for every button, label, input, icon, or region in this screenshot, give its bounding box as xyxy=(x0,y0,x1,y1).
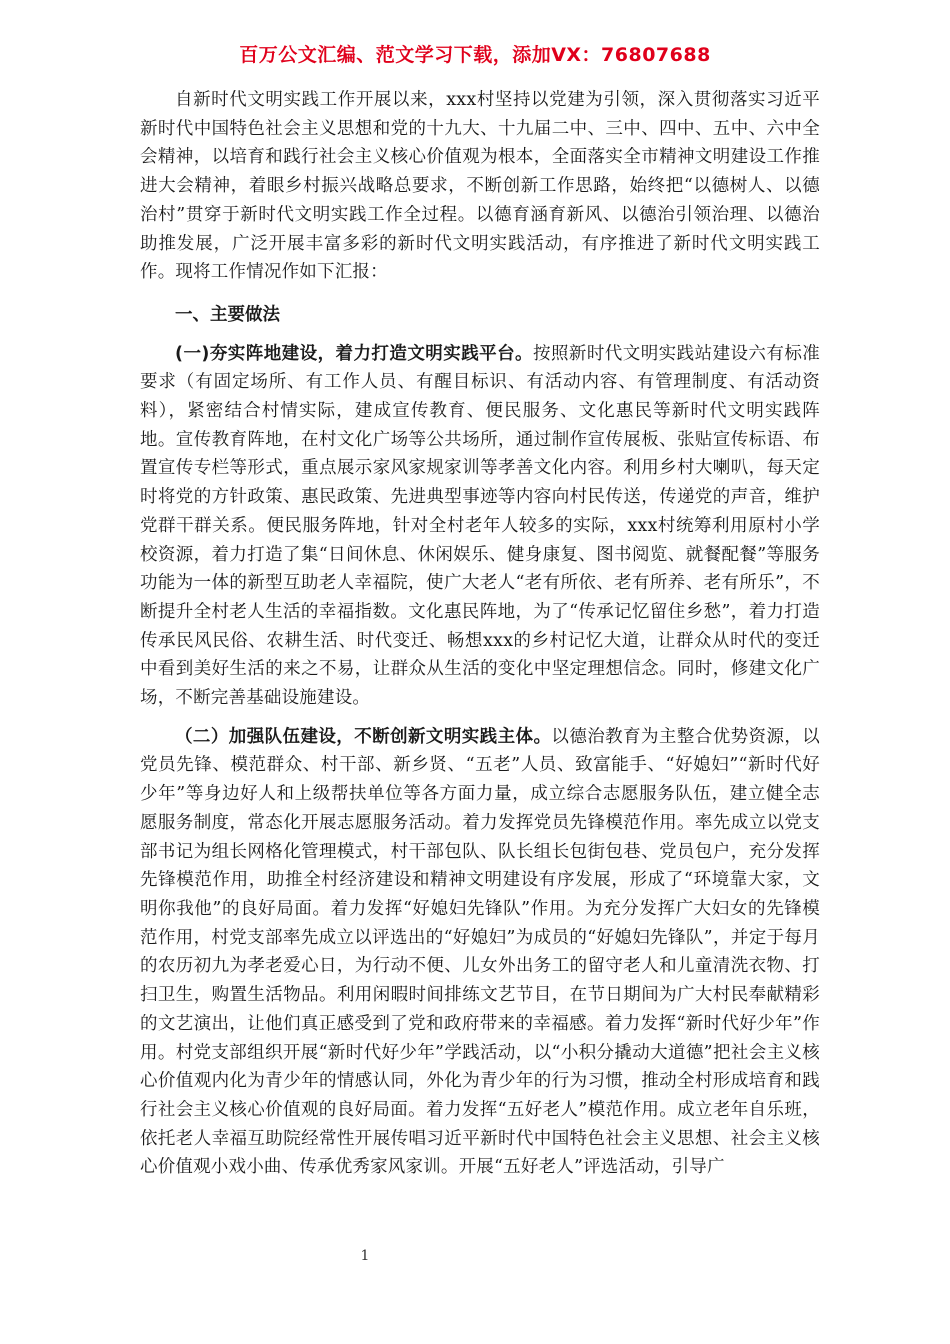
subsection-1-title: (一)夯实阵地建设，着力打造文明实践平台。 xyxy=(175,343,533,364)
section-heading-main-practices: 一、主要做法 xyxy=(175,304,280,325)
subsection-2-body: 以德治教育为主整合优势资源，以党员先锋、模范群众、村干部、新乡贤、“五老”人员、致富能手、“好媳妇”“新时代好少年”等身边好人和上级帮扶单位等各方面力量，成立综合志愿服务队伍，建立健全志愿服务制度，常态化开展志愿服务活动。着力发挥党员先锋模范作用。率先成立以党支部书记为组长网格化管理模式，村干部包队、队长组长包街包巷、党员包户，充分发挥先锋模范作用，助推全村经济建设和精神文明建设有序发展，形成了“环境靠大家，文明你我他”的良好局面。着力发挥“好媳妇先锋队”作用。为充分发挥广大妇女的先锋模范作用，村党支部率先成立以评选出的“好媳妇”为成员的“好媳妇先锋队”，并定于每月的农历初九为孝老爱心日，为行动不便、儿女外出务工的留守老人和儿童清洗衣物、打扫卫生，购置生活物品。利用闲暇时间排练文艺节目，在节日期间为广大村民奉献精彩的文艺演出，让他们真正感受到了党和政府带来的幸福感。着力发挥“新时代好少年”作用。村党支部组织开展“新时代好少年”学践活动，以“小积分撬动大道德”把社会主义核心价值观内化为青少年的情感认同，外化为青少年的行为习惯，推动全村形成培育和践行社会主义核心价值观的良好局面。着力发挥“五好老人”模范作用。成立老年自乐班，依托老人幸福互助院经常性开展传唱习近平新时代中国特色社会主义思想、社会主义核心价值观小戏小曲、传承优秀家风家训。开展“五好老人”评选活动，引导广 xyxy=(140,726,821,1178)
watermark-banner: 百万公文汇编、范文学习下载，添加VX：76807688 xyxy=(239,44,711,66)
subsection-2-paragraph xyxy=(140,723,820,1182)
subsection-1-paragraph xyxy=(140,340,820,713)
subsection-1-body: 按照新时代文明实践站建设六有标准要求（有固定场所、有工作人员、有醒目标识、有活动内容、有管理制度、有活动资料），紧密结合村情实际，建成宣传教育、便民服务、文化惠民等新时代文明实践阵地。宣传教育阵地，在村文化广场等公共场所，通过制作宣传展板、张贴宣传标语、布置宣传专栏等形式，重点展示家风家规家训等孝善文化内容。利用乡村大喇叭，每天定时将党的方针政策、惠民政策、先进典型事迹等内容向村民传送，传递党的声音，维护党群干群关系。便民服务阵地，针对全村老年人较多的实际，xxx村统筹利用原村小学校资源，着力打造了集“日间休息、休闲娱乐、健身康复、图书阅览、就餐配餐”等服务功能为一体的新型互助老人幸福院，使广大老人“老有所依、老有所养、老有所乐”，不断提升全村老人生活的幸福指数。文化惠民阵地，为了“传承记忆留住乡愁”，着力打造传承民风民俗、农耕生活、时代变迁、畅想xxx的乡村记忆大道，让群众从时代的变迁中看到美好生活的来之不易，让群众从生活的变化中坚定理想信念。同时，修建文化广场，不断完善基础设施建设。 xyxy=(140,343,820,709)
document-body xyxy=(140,86,820,1182)
subsection-2-title: （二）加强队伍建设，不断创新文明实践主体。 xyxy=(175,726,552,747)
page-number: 1 xyxy=(360,1248,370,1264)
intro-paragraph: 自新时代文明实践工作开展以来，xxx村坚持以党建为引领，深入贯彻落实习近平新时代中国特色社会主义思想和党的十九大、十九届二中、三中、四中、五中、六中全会精神，以培育和践行社会主义核心价值观为根本，全面落实全市精神文明建设工作推进大会精神，着眼乡村振兴战略总要求，不断创新工作思路，始终把“以德树人、以德治村”贯穿于新时代文明实践工作全过程。以德育涵育新风、以德治引领治理、以德治助推发展，广泛开展丰富多彩的新时代文明实践活动，有序推进了新时代文明实践工作。现将工作情况作如下汇报： xyxy=(140,90,820,283)
